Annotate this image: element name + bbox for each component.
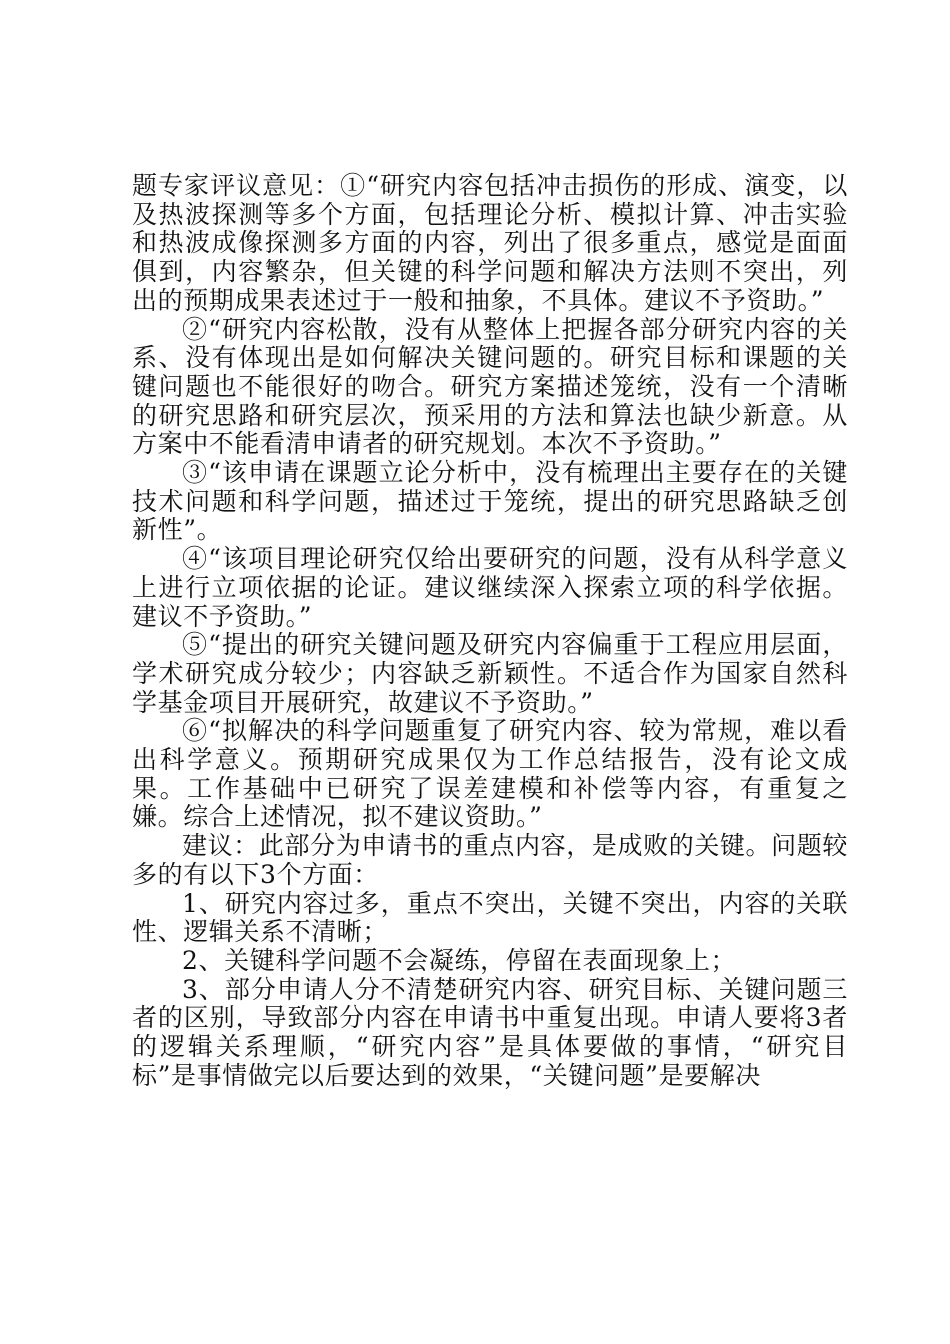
paragraph-expert-opinion-5: ⑤“提出的研究关键问题及研究内容偏重于工程应用层面，学术研究成分较少；内容缺乏新颖性。不适合作为国家自然科学基金项目开展研究，故建议不予资助。”	[132, 630, 848, 717]
paragraph-expert-opinion-1: 题专家评议意见：①“研究内容包括冲击损伤的形成、演变，以及热波探测等多个方面，包括理论分析、模拟计算、冲击实验和热波成像探测多方面的内容，列出了很多重点，感觉是面面俱到，内容繁杂，但关键的科学问题和解决方法则不突出，列出的预期成果表述过于一般和抽象，不具体。建议不予资助。”	[132, 171, 848, 315]
paragraph-expert-opinion-2: ②“研究内容松散，没有从整体上把握各部分研究内容的关系、没有体现出是如何解决关键问题的。研究目标和课题的关键问题也不能很好的吻合。研究方案描述笼统，没有一个清晰的研究思路和研究层次，预采用的方法和算法也缺少新意。从方案中不能看清申请者的研究规划。本次不予资助。”	[132, 314, 848, 459]
paragraph-suggestion-item-2: 2、关键科学问题不会凝练，停留在表面现象上；	[182, 945, 737, 975]
paragraph-expert-opinion-6: ⑥“拟解决的科学问题重复了研究内容、较为常规，难以看出科学意义。预期研究成果仅为工作总结报告，没有论文成果。工作基础中已研究了误差建模和补偿等内容，有重复之嫌。综合上述情况，拟不建议资助。”	[132, 716, 848, 832]
paragraph-suggestion-item-1: 1、研究内容过多，重点不突出，关键不突出，内容的关联性、逻辑关系不清晰；	[132, 888, 848, 947]
paragraph-suggestion-item-3: 3、部分申请人分不清楚研究内容、研究目标、关键问题三者的区别，导致部分内容在申请书中重复出现。申请人要将3者的逻辑关系理顺，“研究内容”是具体要做的事情，“研究目标”是事情做完以后要达到的效果，“关键问题”是要解决	[132, 974, 848, 1090]
paragraph-suggestion: 建议：此部分为申请书的重点内容，是成败的关键。问题较多的有以下3个方面：	[132, 831, 848, 889]
document-body	[132, 172, 848, 1091]
paragraph-expert-opinion-4: ④“该项目理论研究仅给出要研究的问题，没有从科学意义上进行立项依据的论证。建议继续深入探索立项的科学依据。建议不予资助。”	[132, 544, 848, 631]
paragraph-expert-opinion-3: ③“该申请在课题立论分析中，没有梳理出主要存在的关键技术问题和科学问题，描述过于笼统，提出的研究思路缺乏创新性”。	[132, 458, 848, 545]
